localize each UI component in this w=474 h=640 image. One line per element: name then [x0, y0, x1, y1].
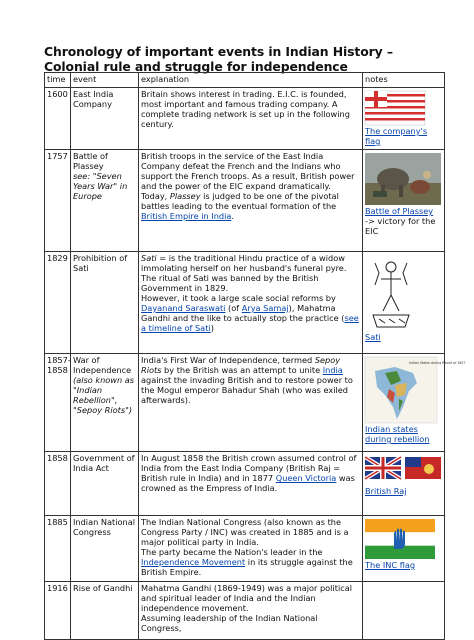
explanation-italic: Sepoy Riots — [141, 355, 341, 375]
cell-notes — [363, 150, 445, 252]
table-row — [45, 582, 445, 640]
explanation-text: However, it took a large scale social reforms by — [141, 293, 336, 303]
event-title: War of Independence — [73, 355, 132, 375]
cell-explanation — [139, 150, 363, 252]
table-row — [45, 252, 445, 354]
explanation-text: Britain shows interest in trading. E.I.C. is founded, most important and famous trading company. A complete trading network is set up in the following century. — [141, 89, 350, 129]
cell-explanation — [139, 582, 363, 640]
inc-flag-image — [365, 519, 435, 559]
british-raj-flags-image — [365, 455, 441, 485]
cell-event: Prohibition of Sati — [71, 252, 139, 354]
cell-time: 1857-1858 — [45, 354, 71, 452]
explanation-text: The ritual of Sati was banned by the British Government in 1829. — [141, 273, 319, 293]
explanation-italic: Plassey — [169, 191, 201, 201]
explanation-text: British troops in the service of the East India Company defeat the French and the Indians who support the French troops. As a result, British power and the power of the EIC expand dramatically. — [141, 151, 355, 191]
header-time: time — [45, 73, 71, 88]
table-row — [45, 88, 445, 150]
explanation-text: ), Mahatma Gandhi and the like to actually stop the practice ( — [141, 303, 345, 323]
cell-event: Indian National Congress — [71, 516, 139, 582]
table-row — [45, 354, 445, 452]
cell-time: 1885 — [45, 516, 71, 582]
event-subtitle: see: "Seven Years War" in Europe — [73, 171, 128, 201]
cell-time: 1600 — [45, 88, 71, 150]
explanation-text: against the invading British and to restore power to the Mogul emperor Bahadur Shah (who was exiled afterwards). — [141, 375, 353, 405]
battle-painting-image — [365, 153, 441, 205]
cell-explanation — [139, 516, 363, 582]
explanation-text: India's First War of Independence, termed — [141, 355, 315, 365]
cell-notes — [363, 516, 445, 582]
note-link-inc-flag[interactable]: The INC flag — [365, 560, 416, 570]
event-title: Battle of Plassey — [73, 151, 108, 171]
link-british-empire[interactable]: British Empire in India — [141, 211, 232, 221]
explanation-text: was crowned as the Empress of India. — [141, 473, 355, 493]
india-map-image — [365, 357, 466, 423]
cell-explanation — [139, 88, 363, 150]
note-link-battle-of-plassey[interactable]: Battle of Plassey — [365, 206, 434, 216]
note-link-indian-states[interactable]: Indian states during rebellion — [365, 424, 430, 444]
table-row — [45, 452, 445, 516]
link-sati-timeline[interactable]: see a timeline of Sati — [141, 313, 359, 333]
cell-notes — [363, 582, 445, 640]
note-link-sati[interactable]: Sati — [365, 332, 381, 342]
link-queen-victoria[interactable]: Queen Victoria — [275, 473, 337, 483]
cell-notes — [363, 88, 445, 150]
cell-event: Rise of Gandhi — [71, 582, 139, 640]
explanation-text: Assuming leadership of the Indian National Congress, — [141, 613, 318, 633]
cell-notes — [363, 252, 445, 354]
explanation-text: (of — [225, 303, 242, 313]
explanation-text: in its struggle against the British Empire. — [141, 557, 353, 577]
explanation-text: In August 1858 the British crown assumed control of India from the East India Company (British Raj = British rule in India) and in 1877 — [141, 453, 357, 483]
note-link-british-raj[interactable]: British Raj — [365, 486, 407, 496]
cell-time: 1757 — [45, 150, 71, 252]
explanation-text: . — [231, 211, 235, 221]
cell-notes — [363, 354, 466, 452]
cell-event: East India Company — [71, 88, 139, 150]
cell-time: 1916 — [45, 582, 71, 640]
explanation-text: The party became the Nation's leader in the — [141, 547, 323, 557]
note-link-company-flag[interactable]: The company's flag — [365, 126, 428, 146]
header-explanation: explanation — [139, 73, 363, 88]
cell-explanation — [139, 452, 363, 516]
cell-event — [71, 150, 139, 252]
cell-event: Government of India Act — [71, 452, 139, 516]
document-title: Chronology of important events in Indian History – Colonial rule and struggle for independence — [44, 44, 393, 74]
cell-explanation — [139, 354, 363, 452]
explanation-text: by the British was an attempt to unite — [161, 365, 323, 375]
table-row — [45, 516, 445, 582]
link-arya-samaj[interactable]: Arya Samaj — [241, 303, 289, 313]
link-dayanand-saraswati[interactable]: Dayanand Saraswati — [141, 303, 226, 313]
cell-time: 1858 — [45, 452, 71, 516]
explanation-text: is judged to be one of the pivotal battles leading to the eventual formation of the — [141, 191, 339, 211]
chronology-table — [44, 72, 466, 640]
map-caption: Indian States during Revolt of 1857 — [409, 361, 466, 365]
table-header-row — [45, 73, 445, 88]
eic-flag-image — [365, 91, 425, 125]
cell-notes — [363, 452, 445, 516]
link-independence-movement[interactable]: Independence Movement — [141, 557, 246, 567]
note-text: -> victory for the EIC — [365, 216, 436, 236]
header-notes: notes — [363, 73, 445, 88]
table-row — [45, 150, 445, 252]
cell-event — [71, 354, 139, 452]
link-india[interactable]: India — [322, 365, 343, 375]
explanation-text: Today, — [141, 191, 170, 201]
explanation-text: Mahatma Gandhi (1869-1949) was a major political and spiritual leader of India and the Indian independence movement. — [141, 583, 353, 613]
header-event: event — [71, 73, 139, 88]
cell-explanation — [139, 252, 363, 354]
explanation-text: The Indian National Congress (also known as the Congress Party / INC) was created in 1885 and is a major political party in India. — [141, 517, 349, 547]
sati-drawing-image — [365, 255, 417, 331]
explanation-text: = is the traditional Hindu practice of a widow immolating herself on her husband's funeral pyre. — [141, 253, 347, 273]
event-subtitle: (also known as "Indian Rebellion", "Sepoy Riots") — [73, 375, 135, 415]
explanation-text: ) — [210, 323, 214, 333]
explanation-italic: Sati — [141, 253, 157, 263]
cell-time: 1829 — [45, 252, 71, 354]
